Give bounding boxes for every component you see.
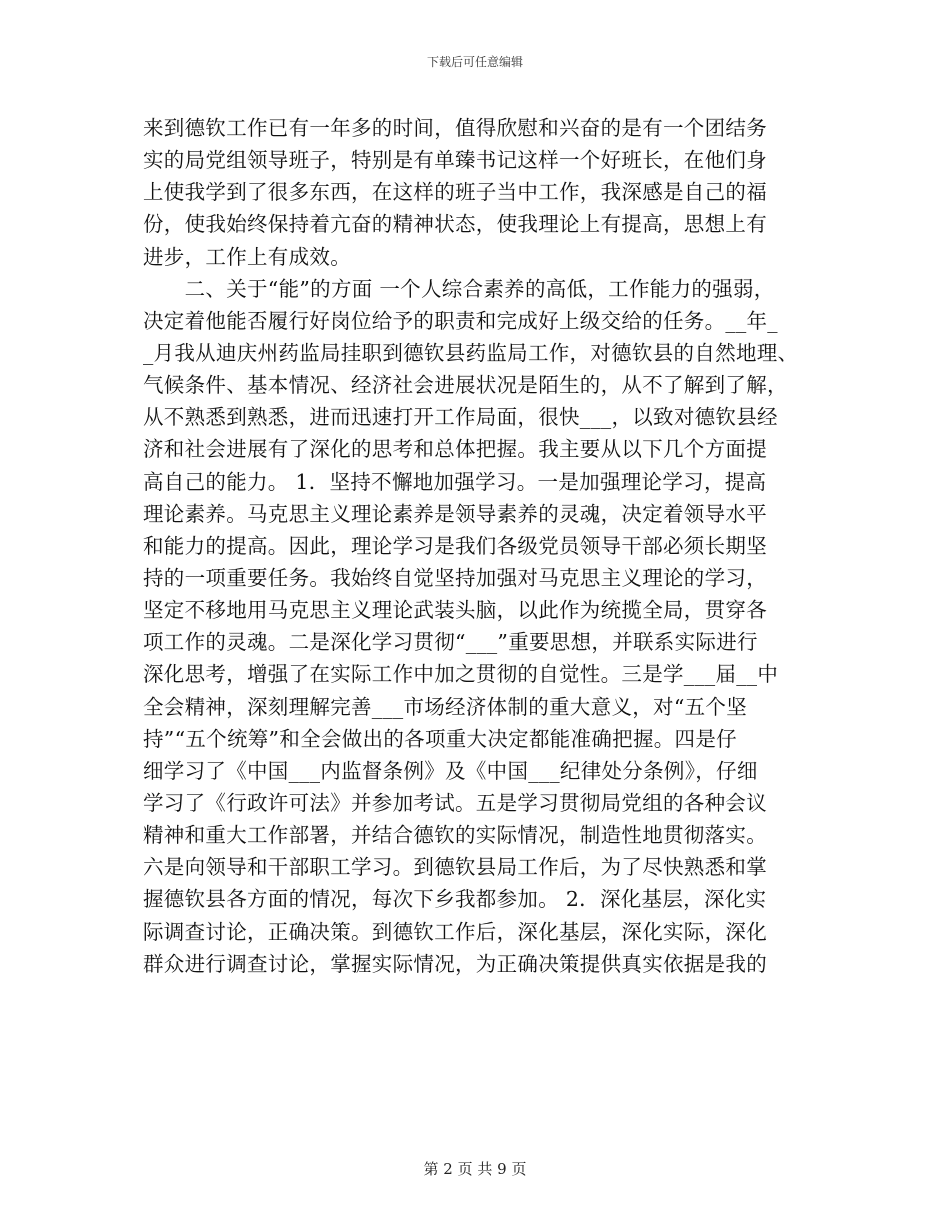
text-line: 理论素养。马克思主义理论素养是领导素养的灵魂，决定着领导水平 — [143, 501, 767, 526]
text-line: 精神和重大工作部署，并结合德钦的实际情况，制造性地贯彻落实。 — [143, 823, 767, 848]
text-line: 上使我学到了很多东西，在这样的班子当中工作，我深感是自己的福 — [143, 180, 767, 205]
text-line: 深化思考，增强了在实际工作中加之贯彻的自觉性。三是学___届__中 — [143, 662, 779, 687]
text-line: 实的局党组领导班子，特别是有单臻书记这样一个好班长，在他们身 — [143, 148, 767, 173]
text-line: 全会精神，深刻理解完善___市场经济体制的重大意义，对“五个坚 — [143, 694, 748, 719]
text-line: 从不熟悉到熟悉，进而迅速打开工作局面，很快___，以致对德钦县经 — [143, 405, 778, 430]
text-line: _月我从迪庆州药监局挂职到德钦县药监局工作，对德钦县的自然地理、 — [143, 340, 799, 365]
text-line: 握德钦县各方面的情况，每次下乡我都参加。 2．深化基层，深化实 — [143, 887, 767, 912]
text-line: 决定着他能否履行好岗位给予的职责和完成好上级交给的任务。__年_ — [143, 308, 778, 333]
text-line: 济和社会进展有了深化的思考和总体把握。我主要从以下几个方面提 — [143, 437, 767, 462]
text-line: 细学习了《中国___内监督条例》及《中国___纪律处分条例》，仔细 — [143, 758, 758, 783]
text-line: 进步，工作上有成效。 — [143, 244, 351, 269]
text-line: 气候条件、基本情况、经济社会进展状况是陌生的，从不了解到了解， — [143, 373, 788, 398]
page-header: 下载后可任意编辑 — [426, 55, 523, 69]
text-line: 份，使我始终保持着亢奋的精神状态，使我理论上有提高，思想上有 — [143, 212, 767, 237]
text-line: 六是向领导和干部职工学习。到德钦县局工作后，为了尽快熟悉和掌 — [143, 855, 767, 880]
text-line: 项工作的灵魂。二是深化学习贯彻“___”重要思想，并联系实际进行 — [143, 630, 758, 655]
text-line: 持”“五个统筹”和全会做出的各项重大决定都能准确把握。四是仔 — [143, 726, 737, 751]
text-line: 际调查讨论，正确决策。到德钦工作后，深化基层，深化实际，深化 — [143, 919, 767, 944]
text-line: 学习了《行政许可法》并参加考试。五是学习贯彻局党组的各种会议 — [143, 790, 767, 815]
text-line: 坚定不移地用马克思主义理论武装头脑，以此作为统揽全局，贯穿各 — [143, 598, 767, 623]
text-line: 二、关于“能”的方面 一个人综合素养的高低，工作能力的强弱， — [143, 276, 775, 301]
body-text — [143, 112, 813, 980]
text-line: 和能力的提高。因此，理论学习是我们各级党员领导干部必须长期坚 — [143, 533, 767, 558]
text-line: 来到德钦工作已有一年多的时间，值得欣慰和兴奋的是有一个团结务 — [143, 116, 767, 140]
page-footer: 第 2 页 共 9 页 — [423, 1160, 527, 1178]
text-line: 群众进行调查讨论，掌握实际情况，为正确决策提供真实依据是我的 — [143, 951, 767, 976]
text-line: 高自己的能力。 1．坚持不懈地加强学习。一是加强理论学习，提高 — [143, 469, 767, 494]
text-line: 持的一项重要任务。我始终自觉坚持加强对马克思主义理论的学习， — [143, 565, 767, 590]
